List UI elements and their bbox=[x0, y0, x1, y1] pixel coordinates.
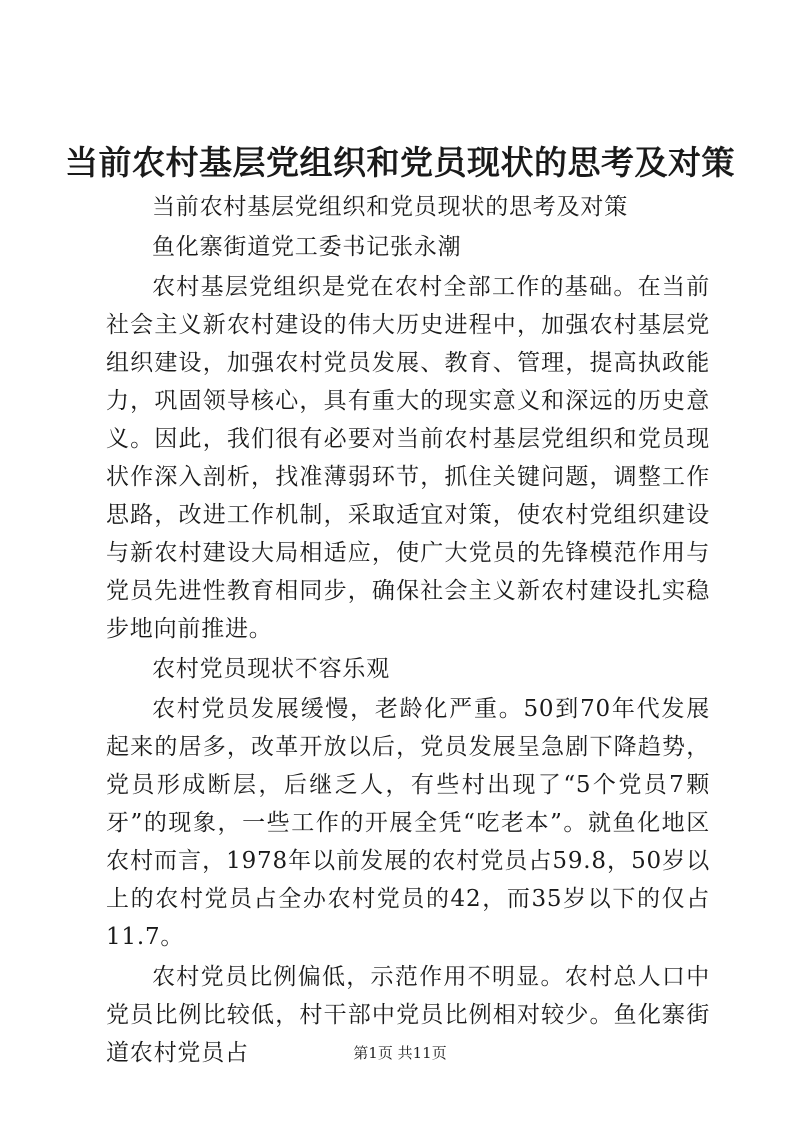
document-body bbox=[106, 188, 710, 1072]
intro-paragraph: 农村基层党组织是党在农村全部工作的基础。在当前社会主义新农村建设的伟大历史进程中，加强农村基层党组织建设，加强农村党员发展、教育、管理，提高执政能力，巩固领导核心，具有重大的现实意义和深远的历史意义。因此，我们很有必要对当前农村基层党组织和党员现状作深入剖析，找准薄弱环节，抓住关键问题，调整工作思路，改进工作机制，采取适宜对策，使农村党组织建设与新农村建设大局相适应，使广大党员的先锋模范作用与党员先进性教育相同步，确保社会主义新农村建设扎实稳步地向前推进。 bbox=[106, 274, 710, 642]
author-paragraph: 鱼化寨街道党工委书记张永潮 bbox=[152, 234, 462, 260]
document-title: 当前农村基层党组织和党员现状的思考及对策 bbox=[65, 143, 735, 182]
subtitle-paragraph: 当前农村基层党组织和党员现状的思考及对策 bbox=[152, 194, 628, 220]
body-paragraph: 农村党员发展缓慢，老龄化严重。50到70年代发展起来的居多，改革开放以后，党员发展呈急剧下降趋势，党员形成断层，后继乏人，有些村出现了“5个党员7颗牙”的现象，一些工作的开展全凭“吃老本”。就鱼化地区农村而言，1978年以前发展的农村党员占59.8，50岁以上的农村党员占全办农村党员的42，而35岁以下的仅占11.7。 bbox=[106, 696, 710, 950]
page-footer: 第1页 共11页 bbox=[353, 1044, 447, 1062]
section-heading: 农村党员现状不容乐观 bbox=[152, 656, 390, 682]
body-paragraph: 农村党员比例偏低，示范作用不明显。农村总人口中党员比例比较低，村干部中党员比例相对较少。鱼化寨街道农村党员占 bbox=[106, 964, 710, 1066]
